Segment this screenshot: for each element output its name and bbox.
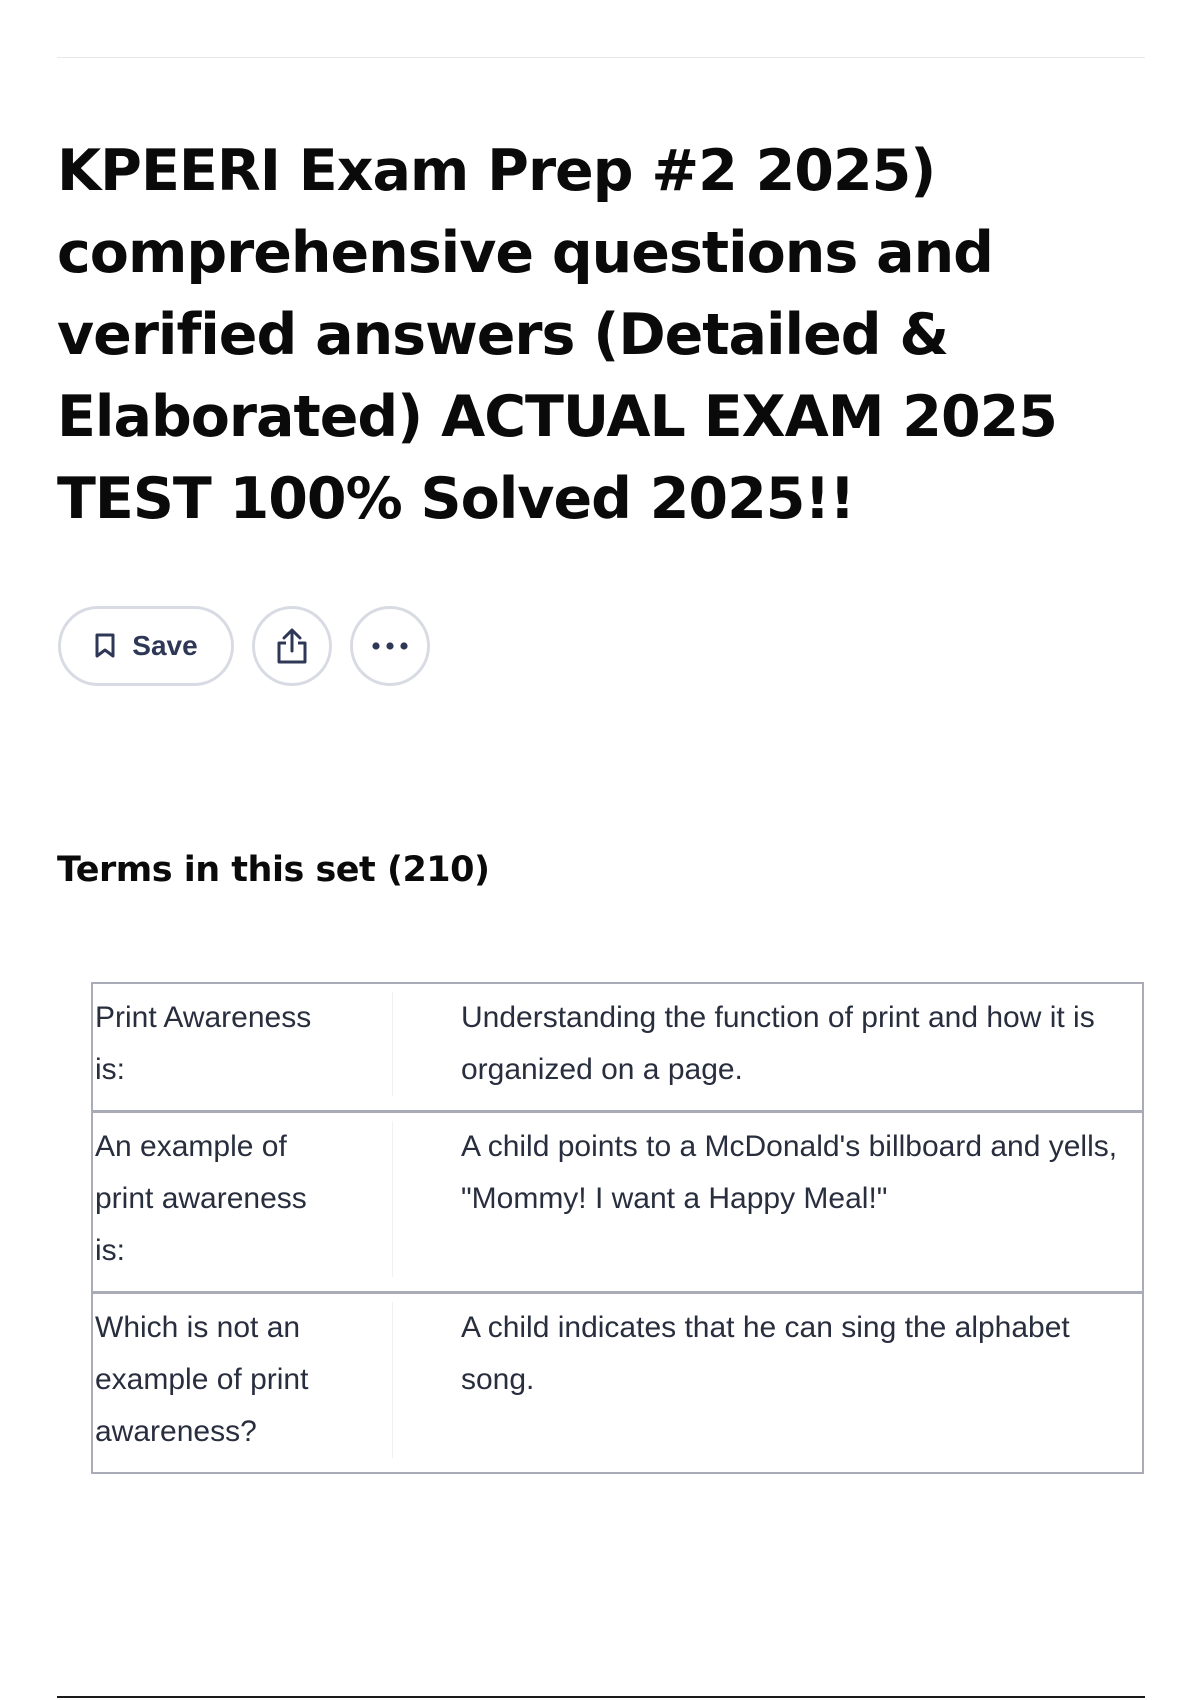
terms-heading: Terms in this set (210) [57, 850, 490, 890]
bottom-divider [57, 1696, 1145, 1698]
top-divider [57, 57, 1145, 58]
share-icon [275, 627, 309, 665]
term-word: Print Awareness is: [93, 992, 393, 1096]
term-word: An example of print awareness is: [93, 1121, 393, 1277]
more-options-button[interactable] [350, 606, 430, 686]
save-button[interactable] [58, 606, 234, 686]
bookmark-icon [94, 633, 116, 659]
action-bar [58, 606, 430, 686]
more-options-icon [370, 641, 410, 651]
term-row [93, 1110, 1142, 1291]
term-row [93, 984, 1142, 1110]
share-button[interactable] [252, 606, 332, 686]
page-title: KPEERI Exam Prep #2 2025) comprehensive questions and verified answers (Detailed & Elaborated) ACTUAL EXAM 2025 TEST 100% Solved 2025!! [57, 138, 1057, 532]
save-label: Save [132, 630, 198, 661]
term-row [93, 1291, 1142, 1472]
term-definition: Understanding the function of print and how it is organized on a page. [461, 1001, 1095, 1086]
term-word: Which is not an example of print awareness? [93, 1302, 393, 1458]
term-definition: A child indicates that he can sing the alphabet song. [461, 1311, 1070, 1396]
term-definition: A child points to a McDonald's billboard and yells, "Mommy! I want a Happy Meal!" [461, 1130, 1118, 1215]
terms-table [91, 982, 1144, 1474]
